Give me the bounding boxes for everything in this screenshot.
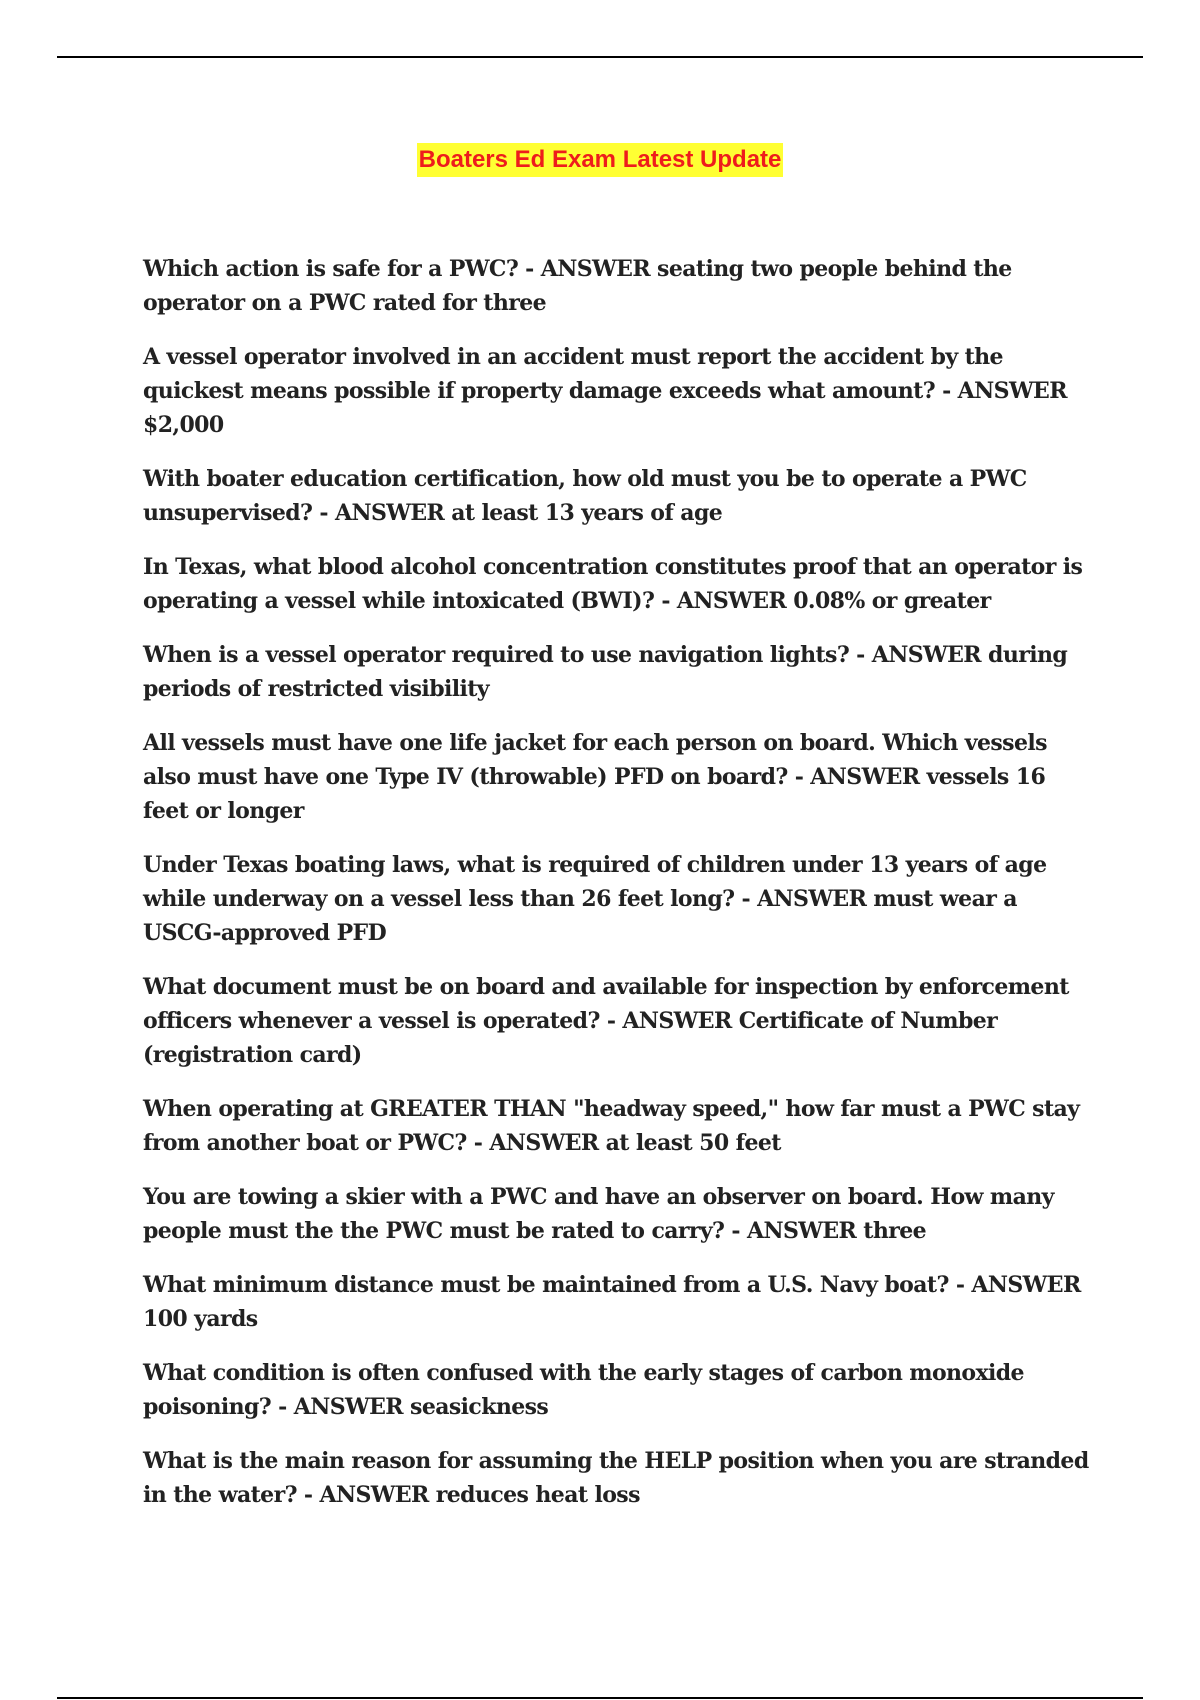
qa-item: What minimum distance must be maintained from a U.S. Navy boat? - ANSWER 100 yards [143,1272,1081,1332]
title-container [0,143,1200,177]
qa-item: What condition is often confused with the early stages of carbon monoxide poisoning? - ANSWER seasickness [143,1360,1024,1420]
qa-item: When is a vessel operator required to use navigation lights? - ANSWER during periods of restricted visibility [143,642,1068,702]
qa-item: All vessels must have one life jacket for each person on board. Which vessels also must have one Type IV (throwable) PFD on board? - ANSWER vessels 16 feet or longer [143,730,1047,824]
qa-item: A vessel operator involved in an accident must report the accident by the quickest means possible if property damage exceeds what amount? - ANSWER $2,000 [143,344,1067,438]
qa-item: Which action is safe for a PWC? - ANSWER seating two people behind the operator on a PWC rated for three [143,256,1012,316]
footer-rule [57,1697,1143,1699]
qa-item: What is the main reason for assuming the HELP position when you are stranded in the water? - ANSWER reduces heat loss [143,1448,1089,1508]
qa-item: In Texas, what blood alcohol concentration constitutes proof that an operator is operating a vessel while intoxicated (BWI)? - ANSWER 0.08% or greater [143,554,1083,614]
qa-list [143,252,1093,1532]
header-rule [57,56,1143,58]
qa-item: With boater education certification, how old must you be to operate a PWC unsupervised? - ANSWER at least 13 years of age [143,466,1027,526]
qa-item: You are towing a skier with a PWC and have an observer on board. How many people must the the PWC must be rated to carry? - ANSWER three [143,1184,1054,1244]
qa-item: Under Texas boating laws, what is required of children under 13 years of age while underway on a vessel less than 26 feet long? - ANSWER must wear a USCG-approved PFD [143,852,1047,946]
document-title: Boaters Ed Exam Latest Update [417,143,784,177]
qa-item: What document must be on board and available for inspection by enforcement officers whenever a vessel is operated? - ANSWER Certificate of Number (registration card) [143,974,1069,1068]
qa-item: When operating at GREATER THAN "headway speed," how far must a PWC stay from another boat or PWC? - ANSWER at least 50 feet [143,1096,1080,1156]
